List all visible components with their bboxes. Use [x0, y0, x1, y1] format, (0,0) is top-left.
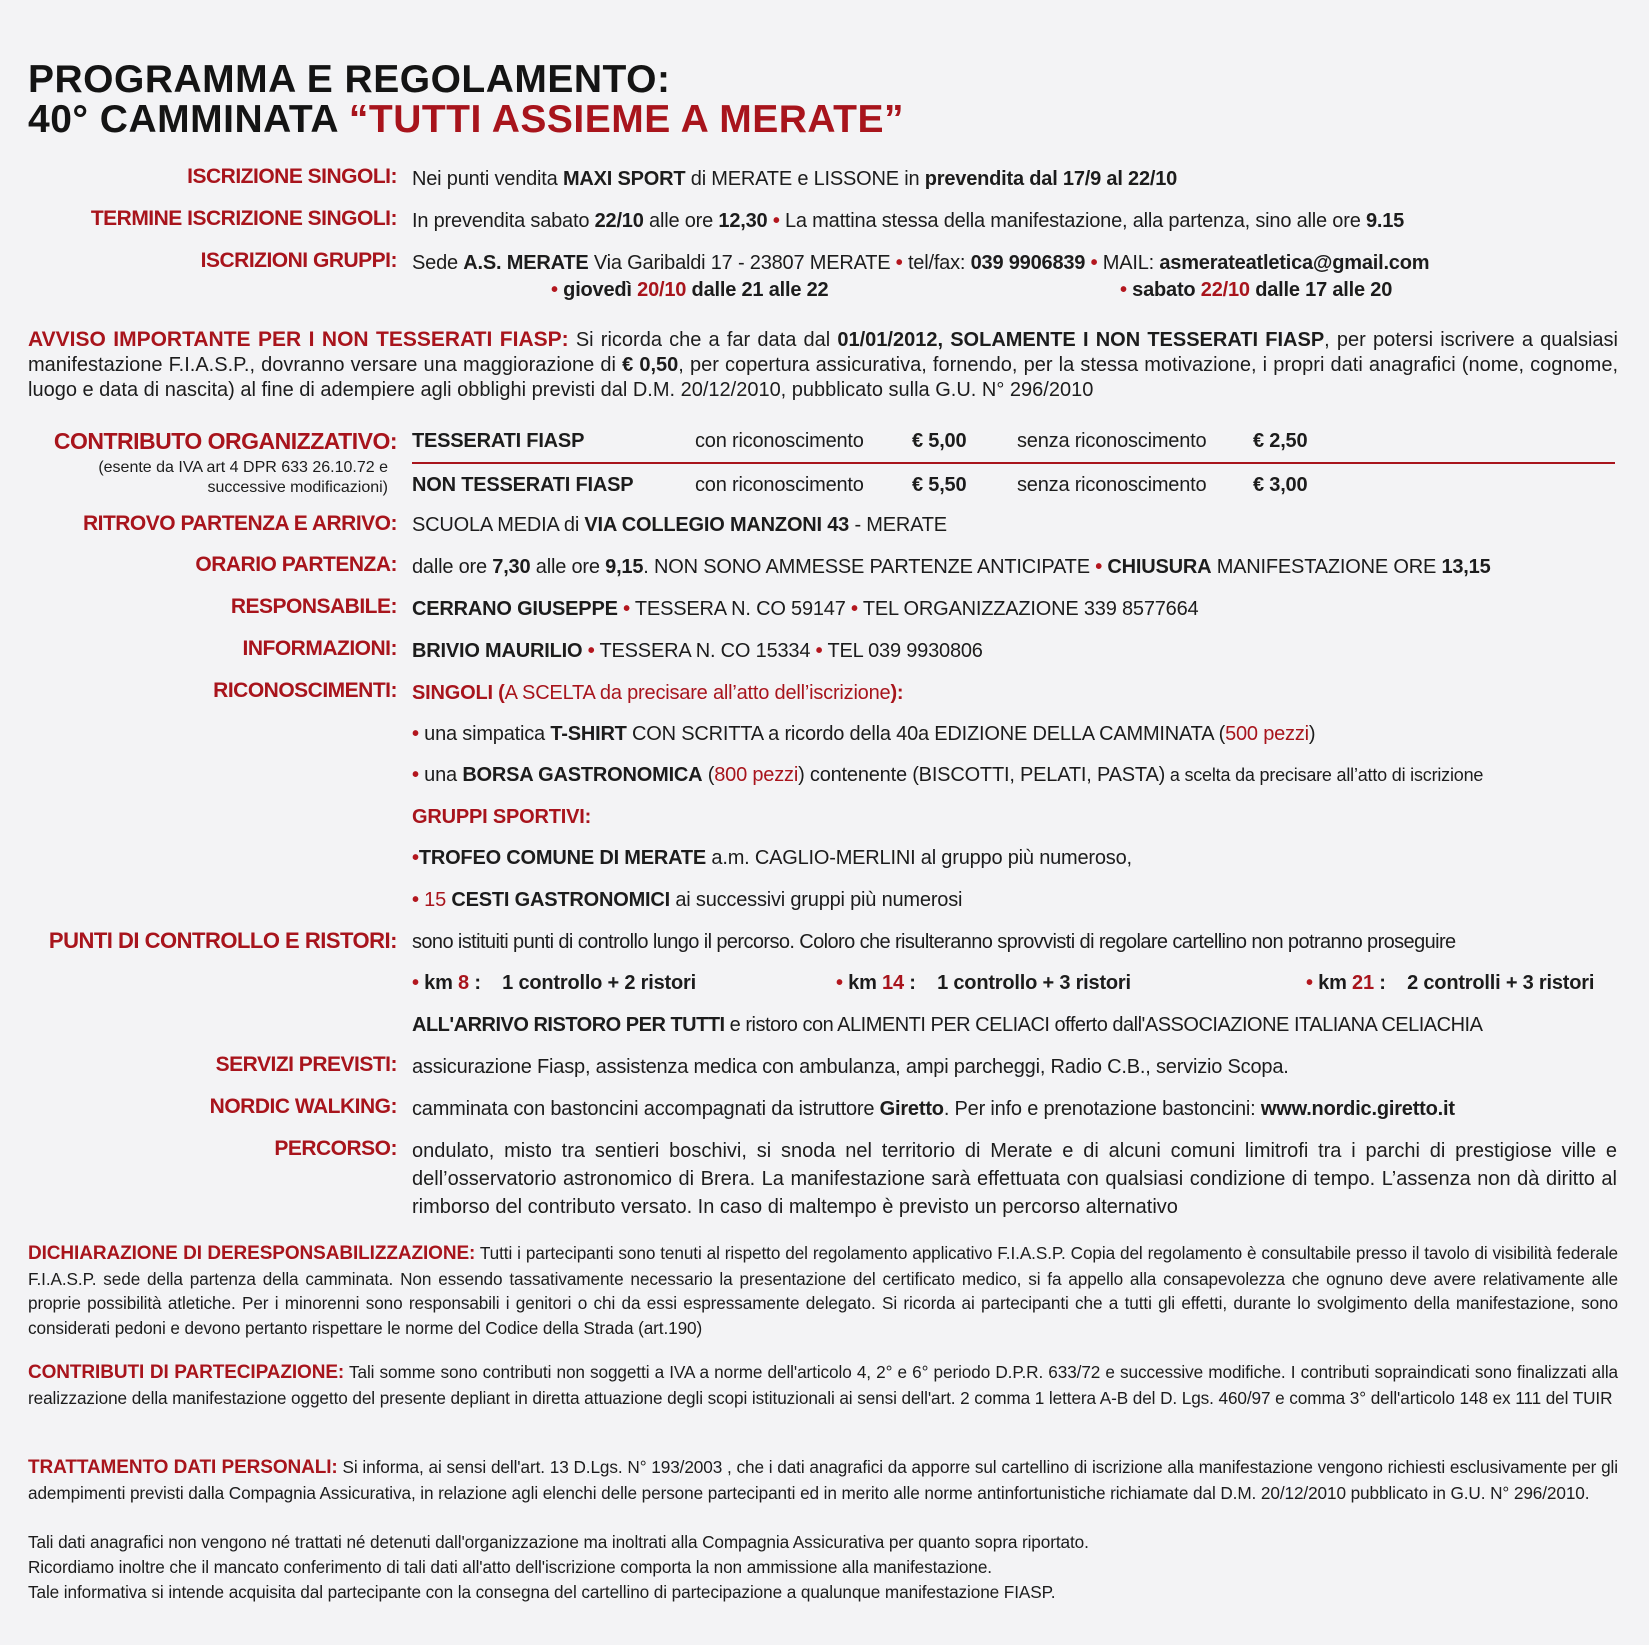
fee-row-2-senza-price: € 3,00 [1253, 474, 1308, 496]
text-segment: TEL ORGANIZZAZIONE 339 8577664 [862, 598, 1199, 620]
title-line-2-prefix: 40° CAMMINATA [28, 98, 349, 141]
contributo-note-2: successive modificazioni) [207, 479, 388, 496]
value-orario-partenza [412, 556, 1491, 579]
text-segment: km [848, 972, 883, 994]
fee-row-2-category: NON TESSERATI FIASP [412, 474, 634, 496]
fee-divider [412, 462, 1615, 464]
bullet-dot: • [623, 598, 630, 620]
text-segment: ) contenente (BISCOTTI, PELATI, PASTA) [798, 764, 1166, 786]
text-segment: A SCELTA da precisare all’atto dell’iscrizione [504, 682, 891, 704]
value-ritrovo [412, 514, 947, 537]
text-segment: TESSERA N. CO 15334 [599, 640, 811, 662]
text-segment: SCUOLA MEDIA di [412, 514, 585, 536]
text-segment: Tutti i partecipanti sono tenuti al rispetto del regolamento applicativo F.I.A.S.P. Copia del regolamento è consultabile presso il tavolo di visibilità federale F.I.A.S.P. sede della partenza della camminata. Non essendo tassativamente necessario la presentazione del certificato medico, si fa appello alla consapevolezza che ognuno deve avere relativamente alle proprie possibilità atletiche. Per i minorenni sono responsabili i genitori o chi da essi espressamente delegato. Si ricorda ai partecipanti che a tutti gli effetti, durante lo svolgimento della manifestazione, sono considerati pedoni e devono pertanto rispettare le norme del Codice della Strada (art.190) [28, 1243, 1618, 1338]
text-segment: 500 pezzi [1225, 723, 1309, 745]
text-segment: 20/10 [637, 279, 687, 301]
text-segment: . Per info e prenotazione bastoncini: [943, 1098, 1261, 1120]
text-segment: ): [890, 682, 904, 704]
text-segment: ( [702, 764, 715, 786]
bullet-dot: • [1095, 556, 1103, 578]
bullet-dot: • [1120, 279, 1127, 301]
title-line-2-highlight: “TUTTI ASSIEME A MERATE” [348, 98, 904, 141]
fee-row-2-senza-label: senza riconoscimento [1017, 474, 1207, 496]
text-segment: 8 [458, 972, 469, 994]
trattamento-line-3: Ricordiamo inoltre che il mancato conferimento di tali dati all'atto dell'iscrizione comporta la non ammissione alla manifestazione. [28, 1557, 992, 1577]
arrivo-ristoro [412, 1014, 1482, 1037]
text-segment: tel/fax: [907, 252, 971, 274]
bullet-dot: • [1090, 252, 1098, 274]
text-segment: ALL'ARRIVO RISTORO PER TUTTI [412, 1014, 725, 1036]
text-segment: camminata con bastoncini accompagnati da istruttore [412, 1098, 880, 1120]
bullet-dot: • [836, 972, 843, 994]
bullet-dot: • [412, 847, 419, 869]
text-segment: CHIUSURA [1107, 556, 1212, 578]
bullet-dot: • [851, 598, 858, 620]
fee-row-1-category: TESSERATI FIASP [412, 430, 585, 452]
label-orario-partenza: ORARIO PARTENZA: [195, 553, 397, 576]
text-segment: Via Garibaldi 17 - 23807 MERATE [588, 252, 891, 274]
text-segment: 01/01/2012, SOLAMENTE I NON TESSERATI FIASP [837, 329, 1325, 351]
label-nordic-walking: NORDIC WALKING: [209, 1095, 397, 1118]
text-segment: MAIL: [1102, 252, 1160, 274]
text-segment: 1 controllo + 3 ristori [937, 972, 1131, 994]
text-segment: 039 9906839 [970, 252, 1086, 274]
riconoscimenti-item-tshirt [412, 723, 1315, 746]
value-termine-iscrizione [412, 210, 1404, 233]
text-segment: BORSA GASTRONOMICA [462, 764, 703, 786]
bullet-dot: • [772, 210, 780, 232]
fee-row-1-senza-label: senza riconoscimento [1017, 430, 1207, 452]
trattamento-label: TRATTAMENTO DATI PERSONALI: [28, 1457, 338, 1478]
text-segment: VIA COLLEGIO MANZONI 43 [584, 514, 850, 536]
bullet-dot: • [412, 972, 419, 994]
title-line-1: PROGRAMMA E REGOLAMENTO: [28, 58, 671, 101]
contributi-label: CONTRIBUTI DI PARTECIPAZIONE: [28, 1362, 345, 1383]
contributi-paragraph [28, 1360, 1618, 1410]
text-segment: dalle 17 alle 20 [1249, 279, 1393, 301]
page-title [28, 60, 904, 140]
text-segment: SINGOLI [412, 682, 493, 704]
text-segment: dalle ore [412, 556, 493, 578]
fee-row-1-senza-price: € 2,50 [1253, 430, 1308, 452]
text-segment: TESSERA N. CO 59147 [634, 598, 846, 620]
text-segment: a scelta da precisare all’atto di iscrizione [1165, 765, 1484, 785]
text-segment: 15 [424, 889, 447, 911]
text-segment: A.S. MERATE [463, 252, 589, 274]
fee-row-1-con-label: con riconoscimento [695, 430, 864, 452]
text-segment: 13,15 [1441, 556, 1491, 578]
value-servizi: assicurazione Fiasp, assistenza medica con ambulanza, ampi parcheggi, Radio C.B., servizio Scopa. [412, 1056, 1289, 1078]
bullet-dot: • [412, 889, 419, 911]
text-segment: CERRANO GIUSEPPE [412, 598, 618, 620]
text-segment: Si ricorda che a far data dal [568, 329, 838, 351]
text-segment: di MERATE e LISSONE in [685, 168, 925, 190]
value-nordic-walking [412, 1098, 1455, 1121]
text-segment: ) [1308, 723, 1316, 745]
value-iscrizioni-gruppi [412, 252, 1429, 275]
value-percorso: ondulato, misto tra sentieri boschivi, si snoda nel territorio di Merate e di alcuni comuni limitrofi tra i parchi di prestigiose ville e dell’osservatorio astronomico di Brera. La manifestazione sarà effettuata con qualsiasi condizione di tempo. L’assenza non dà diritto al rimborso del contributo versato. In caso di maltempo è previsto un percorso alternativo [412, 1140, 1617, 1218]
text-segment: - MERATE [849, 514, 947, 536]
label-punti-controllo: PUNTI DI CONTROLLO E RISTORI: [48, 928, 397, 953]
avviso-label: AVVISO IMPORTANTE PER I NON TESSERATI FIASP: [28, 328, 569, 351]
fee-row-2-con-price: € 5,50 [912, 474, 967, 496]
text-segment: giovedì [563, 279, 638, 301]
text-segment: 7,30 [492, 556, 531, 578]
value-iscrizione-singoli [412, 168, 1177, 191]
text-segment: : [903, 972, 916, 994]
text-segment: MANIFESTAZIONE ORE [1211, 556, 1442, 578]
contributo-note-1: (esente da IVA art 4 DPR 633 26.10.72 e [98, 459, 388, 476]
text-segment: La mattina stessa della manifestazione, alla partenza, sino alle ore [784, 210, 1366, 232]
riconoscimenti-item-borsa [412, 764, 1483, 787]
text-segment: Si informa, ai sensi dell'art. 13 D.Lgs. N° 193/2003 , che i dati anagrafici da apporre sul cartellino di iscrizione alla manifestazione vengono richiesti esclusivamente per gli adempimenti previsti dalla Compagnia Assicurativa, in relazione agli elenchi delle persone partecipanti ed in merito alle norme antinfortunistiche richiamate dal D.M. 20/12/2010 pubblicato in G.U. N° 296/2010. [28, 1457, 1618, 1503]
text-segment: , per copertura assicurativa, fornendo, per la stessa motivazione, i propri dati anagrafici (nome, cognome, luogo e data di nascita) al fine di adempiere agli obblighi previsti dal D.M. 20/12/2010, pubblicato sulla G.U. N° 296/2010 [28, 354, 1619, 401]
text-segment: dalle 21 alle 22 [686, 279, 829, 301]
trattamento-paragraph [28, 1455, 1618, 1505]
gruppi-date-1 [551, 279, 828, 302]
text-segment: , per potersi iscrivere a qualsiasi manifestazione F.I.A.S.P., dovranno versare una maggiorazione di [28, 329, 1618, 376]
text-segment: Nei punti vendita [412, 168, 563, 190]
text-segment: : [468, 972, 481, 994]
text-segment: 9.15 [1365, 210, 1405, 232]
text-segment: una simpatica [424, 723, 551, 745]
text-segment: www.nordic.giretto.it [1260, 1098, 1455, 1120]
label-responsabile: RESPONSABILE: [230, 595, 397, 618]
bullet-dot: • [412, 723, 419, 745]
text-segment: 21 [1352, 972, 1374, 994]
label-termine-iscrizione: TERMINE ISCRIZIONE SINGOLI: [90, 207, 397, 230]
gruppi-date-2 [1120, 279, 1392, 302]
bullet-dot: • [1306, 972, 1313, 994]
text-segment: sabato [1132, 279, 1201, 301]
fee-row-1-con-price: € 5,00 [912, 430, 967, 452]
checkpoint-km8 [412, 972, 696, 995]
text-segment: asmerateatletica@gmail.com [1159, 252, 1430, 274]
text-segment: CESTI GASTRONOMICI [446, 889, 671, 911]
text-segment: In prevendita sabato [412, 210, 595, 232]
trattamento-line-2: Tali dati anagrafici non vengono né trattati né detenuti dall'organizzazione ma inoltrati alla Compagnia Assicurativa per quanto sopra riportato. [28, 1532, 1089, 1552]
riconoscimenti-gruppi-heading: GRUPPI SPORTIVI: [412, 806, 592, 828]
text-segment: Sede [412, 252, 464, 274]
label-iscrizioni-gruppi: ISCRIZIONI GRUPPI: [200, 249, 397, 272]
text-segment: 14 [882, 972, 904, 994]
riconoscimenti-item-trofeo [412, 847, 1132, 870]
bullet-dot: • [412, 764, 419, 786]
text-segment: Giretto [879, 1098, 944, 1120]
text-segment: km [1318, 972, 1353, 994]
text-segment: a.m. CAGLIO-MERLINI al gruppo più numeroso, [706, 847, 1132, 869]
bullet-dot: • [587, 640, 595, 662]
label-riconoscimenti: RICONOSCIMENTI: [213, 679, 397, 702]
label-servizi: SERVIZI PREVISTI: [215, 1053, 397, 1076]
text-segment: BRIVIO MAURILIO [412, 640, 583, 662]
text-segment: 9,15 [605, 556, 644, 578]
text-segment: MAXI SPORT [562, 168, 686, 190]
text-segment: TEL 039 9930806 [827, 640, 983, 662]
text-segment: ai successivi gruppi più numerosi [670, 889, 963, 911]
text-segment: € 0,50 [622, 354, 679, 376]
label-informazioni: INFORMAZIONI: [242, 637, 397, 660]
text-segment: 22/10 [594, 210, 644, 232]
text-segment: prevendita dal 17/9 al 22/10 [924, 168, 1178, 190]
text-segment: TROFEO COMUNE DI MERATE [418, 847, 707, 869]
text-segment: . NON SONO AMMESSE PARTENZE ANTICIPATE [643, 556, 1090, 578]
text-segment: Tali somme sono contributi non soggetti a IVA a norme dell'articolo 4, 2° e 6° periodo D.P.R. 633/72 e successive modifiche. I contributi sopraindicati sono finalizzati alla realizzazione della manifestazione oggetto del presente depliant in diretta attuazione degli scopi istituzionali ai sensi dell'art. 2 comma 1 lettera A-B del D. Lgs. 460/97 e comma 3° dell'articolo 148 ex 111 del TUIR [28, 1362, 1618, 1408]
value-responsabile [412, 598, 1198, 621]
dichiarazione-label: DICHIARAZIONE DI DERESPONSABILIZZAZIONE: [28, 1243, 476, 1264]
value-informazioni [412, 640, 983, 663]
riconoscimenti-singoli [412, 682, 903, 705]
trattamento-line-4: Tale informativa si intende acquisita dal partecipante con la consegna del cartellino di partecipazione a qualunque manifestazione FIASP. [28, 1582, 1056, 1602]
checkpoint-km14 [836, 972, 1131, 995]
text-segment: alle ore [643, 210, 719, 232]
text-segment: ( [492, 682, 505, 704]
text-segment: 12,30 [718, 210, 768, 232]
value-punti-controllo: sono istituiti punti di controllo lungo il percorso. Coloro che risulteranno sprovvisti di regolare cartellino non potranno proseguire [412, 931, 1456, 953]
avviso-paragraph [28, 327, 1618, 403]
label-contributo: CONTRIBUTO ORGANIZZATIVO: [53, 428, 397, 454]
text-segment: 800 pezzi [714, 764, 799, 786]
fee-row-2-con-label: con riconoscimento [695, 474, 864, 496]
text-segment: 1 controllo + 2 ristori [502, 972, 696, 994]
bullet-dot: • [815, 640, 823, 662]
bullet-dot: • [551, 279, 558, 301]
text-segment: km [424, 972, 459, 994]
text-segment: T-SHIRT [550, 723, 627, 745]
text-segment: e ristoro con ALIMENTI PER CELIACI offerto dall'ASSOCIAZIONE ITALIANA CELIACHIA [724, 1014, 1483, 1036]
bullet-dot: • [895, 252, 903, 274]
text-segment: alle ore [530, 556, 606, 578]
label-percorso: PERCORSO: [274, 1137, 397, 1160]
checkpoint-km21 [1306, 972, 1594, 995]
label-iscrizione-singoli: ISCRIZIONE SINGOLI: [187, 165, 397, 188]
dichiarazione-paragraph [28, 1241, 1618, 1340]
text-segment: 22/10 [1200, 279, 1250, 301]
text-segment: CON SCRITTA a ricordo della 40a EDIZIONE DELLA CAMMINATA ( [626, 723, 1226, 745]
riconoscimenti-item-cesti [412, 889, 962, 912]
text-segment: 2 controlli + 3 ristori [1407, 972, 1595, 994]
label-ritrovo: RITROVO PARTENZA E ARRIVO: [82, 512, 397, 535]
text-segment: una [424, 764, 463, 786]
text-segment: : [1373, 972, 1386, 994]
